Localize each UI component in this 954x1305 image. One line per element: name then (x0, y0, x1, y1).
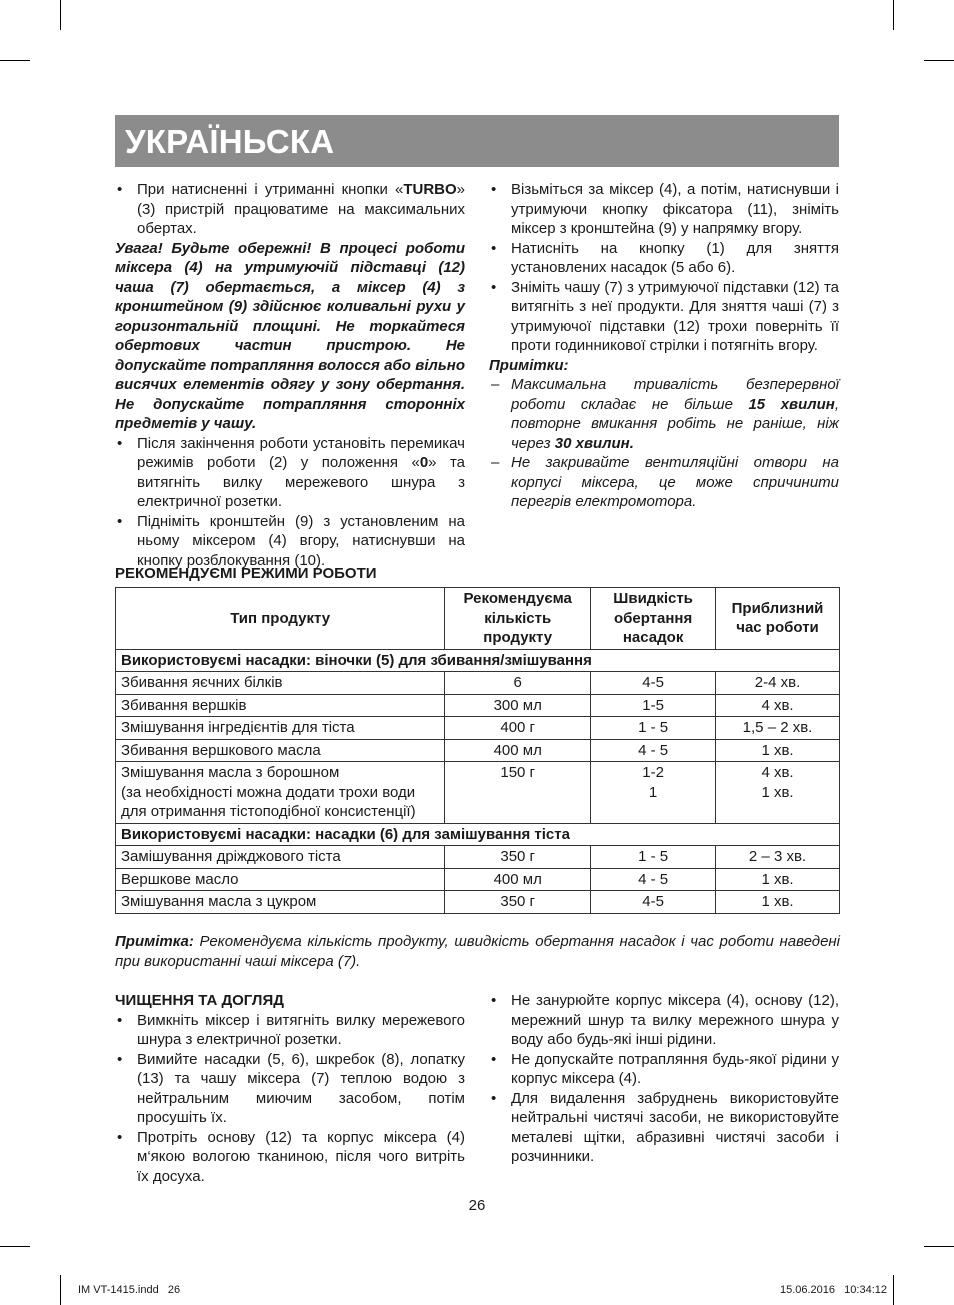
table-cell: 1 хв. (716, 739, 840, 762)
list-item: • Після закінчення роботи установіть перемикач режимів роботи (2) у положення «0» та витягніть вилку мережевого шнура з електричної розетки. (115, 434, 465, 512)
notes-title: Примітки: (489, 356, 569, 374)
table-cell: Вершкове масло (116, 868, 445, 891)
crop-mark (0, 1246, 30, 1247)
notes-list (489, 375, 839, 512)
table-cell: 2 – 3 хв. (716, 846, 840, 869)
table-cell: Збивання вершків (116, 694, 445, 717)
table-cell: 4-5 (591, 672, 716, 695)
bullet-list (489, 180, 839, 356)
bullet-list (115, 434, 465, 571)
page-number: 26 (468, 1197, 486, 1214)
list-item: • Вимийте насадки (5, 6), шкребок (8), лопатку (13) та чашу міксера (7) теплою водою з нейтральним миючим засобом, потім просушіть їх. (115, 1050, 465, 1128)
list-item: • Не допускайте потрапляння будь-якої рідини у корпус міксера (4). (489, 1050, 839, 1089)
table-cell: 400 мл (445, 868, 591, 891)
table-header-row (116, 588, 840, 650)
bullet-list (115, 180, 465, 239)
table-cell: 1 - 5 (591, 717, 716, 740)
left-column (115, 180, 465, 570)
list-item: • При натисненні і утриманні кнопки «TURBO» (3) пристрій працюватиме на максимальних обертах. (115, 180, 465, 239)
section-title: ЧИЩЕННЯ ТА ДОГЛЯД (115, 992, 284, 1009)
table-cell: 4 - 5 (591, 739, 716, 762)
group-label: Використовуємі насадки: насадки (6) для замішування тіста (116, 823, 840, 846)
table-cell: 1,5 – 2 хв. (716, 717, 840, 740)
column-header: Приблизний час роботи (716, 588, 840, 650)
table-row (116, 762, 840, 824)
table-cell: 1 - 5 (591, 846, 716, 869)
list-item: • Зніміть чашу (7) з утримуючої підставки (12) та витягніть з неї продукти. Для зняття чаші (7) з утримуючої підставки (12) трохи поверніть її проти годинникової стрілки і потягніть вгору. (489, 278, 839, 356)
crop-mark (60, 1275, 61, 1305)
list-item: • Для видалення забруднень використовуйте нейтральні чистячі засоби, не використовуйте металеві щітки, абразивні чистячі засоби і розчинники. (489, 1089, 839, 1167)
table-cell: 4-5 (591, 891, 716, 914)
table-cell: Змішування інгредієнтів для тіста (116, 717, 445, 740)
bullet-list (489, 991, 839, 1167)
list-item: • Візьміться за міксер (4), а потім, натиснувши і утримуючи кнопку фіксатора (11), зніміть міксер з кронштейна (9) у напрямку вгору. (489, 180, 839, 239)
column-header: Швидкість обертання насадок (591, 588, 716, 650)
section-title: РЕКОМЕНДУЄМІ РЕЖИМИ РОБОТИ (115, 565, 377, 582)
crop-mark (924, 60, 954, 61)
table-cell: 1 хв. (716, 891, 840, 914)
table-row (116, 672, 840, 695)
table-cell: Збивання яєчних білків (116, 672, 445, 695)
table-cell: 400 мл (445, 739, 591, 762)
table-cell: 1 хв. (716, 868, 840, 891)
crop-mark (60, 0, 61, 30)
bullet-list (115, 1011, 465, 1187)
table-cell: 150 г (445, 762, 591, 824)
crop-mark (893, 0, 894, 30)
cleaning-right-column (489, 991, 839, 1167)
table-cell: 1-2 1 (591, 762, 716, 824)
table-cell: 4 хв. 1 хв. (716, 762, 840, 824)
crop-mark (924, 1246, 954, 1247)
table-cell: 400 г (445, 717, 591, 740)
table-cell: Змішування масла з борошном (за необхідності можна додати трохи води для отримання тістоподібної консистенції) (116, 762, 445, 824)
table-group-row (116, 823, 840, 846)
table-cell: 300 мл (445, 694, 591, 717)
list-item: • Не занурюйте корпус міксера (4), основу (12), мережний шнур та вилку мережного шнура у воду або будь-які інші рідини. (489, 991, 839, 1050)
table-group-row (116, 649, 840, 672)
table-cell: 4 хв. (716, 694, 840, 717)
right-column (489, 180, 839, 512)
page-title: УКРАЇНЬСКА (125, 123, 335, 160)
table-cell: 4 - 5 (591, 868, 716, 891)
table-row (116, 717, 840, 740)
crop-mark (893, 1275, 894, 1305)
table-row (116, 739, 840, 762)
list-item: • Підніміть кронштейн (9) з установленим на ньому міксером (4) вгору, натиснувши на кнопку розблокування (10). (115, 512, 465, 571)
table-cell: 1-5 (591, 694, 716, 717)
print-timestamp: 15.06.2016 10:34:12 (779, 1284, 887, 1296)
warning-text: Увага! Будьте обережні! В процесі роботи міксера (4) на утримуючій підставці (12) чаша (7) обертається, а міксер (4) з кронштейном (9) здійснює коливальні рухи у горизонтальній площині. Не торкайтеся обертових частин пристрою. Не допускайте потрапляння волосся або вільно висячих елементів одягу у зону обертання. Не допускайте потрапляння сторонніх предметів у чашу. (115, 239, 465, 432)
table-cell: Замішування дріжджового тіста (116, 846, 445, 869)
crop-mark (0, 60, 30, 61)
list-item: • Вимкніть міксер і витягніть вилку мережевого шнура з електричної розетки. (115, 1011, 465, 1050)
file-name: IM VT-1415.indd 26 (78, 1284, 181, 1296)
language-banner (115, 115, 839, 167)
cleaning-left-column (115, 991, 465, 1186)
table-cell: 350 г (445, 891, 591, 914)
table-row (116, 694, 840, 717)
list-item: • Натисніть на кнопку (1) для зняття установлених насадок (5 або 6). (489, 239, 839, 278)
modes-table (115, 587, 840, 914)
table-cell: 350 г (445, 846, 591, 869)
table-row (116, 891, 840, 914)
column-header: Рекомендуєма кількість продукту (445, 588, 591, 650)
group-label: Використовуємі насадки: віночки (5) для збивання/змішування (116, 649, 840, 672)
table-cell: Змішування масла з цукром (116, 891, 445, 914)
column-header: Тип продукту (116, 588, 445, 650)
table-note: Примітка: Рекомендуєма кількість продукту, швидкість обертання насадок і час роботи наведені при використанні чаші міксера (7). (115, 933, 840, 970)
list-item: • Протріть основу (12) та корпус міксера (4) м‘якою вологою тканиною, після чого витріть їх досуха. (115, 1128, 465, 1187)
table-row (116, 868, 840, 891)
note-item: – Не закривайте вентиляційні отвори на корпусі міксера, це може спричинити перегрів електромотора. (489, 453, 839, 512)
note-item: – Максимальна тривалість безперервної роботи складає не більше 15 хвилин, повторне вмикання робіть не раніше, ніж через 30 хвилин. (489, 375, 839, 453)
table-cell: 6 (445, 672, 591, 695)
table-cell: 2-4 хв. (716, 672, 840, 695)
table-cell: Збивання вершкового масла (116, 739, 445, 762)
table-row (116, 846, 840, 869)
